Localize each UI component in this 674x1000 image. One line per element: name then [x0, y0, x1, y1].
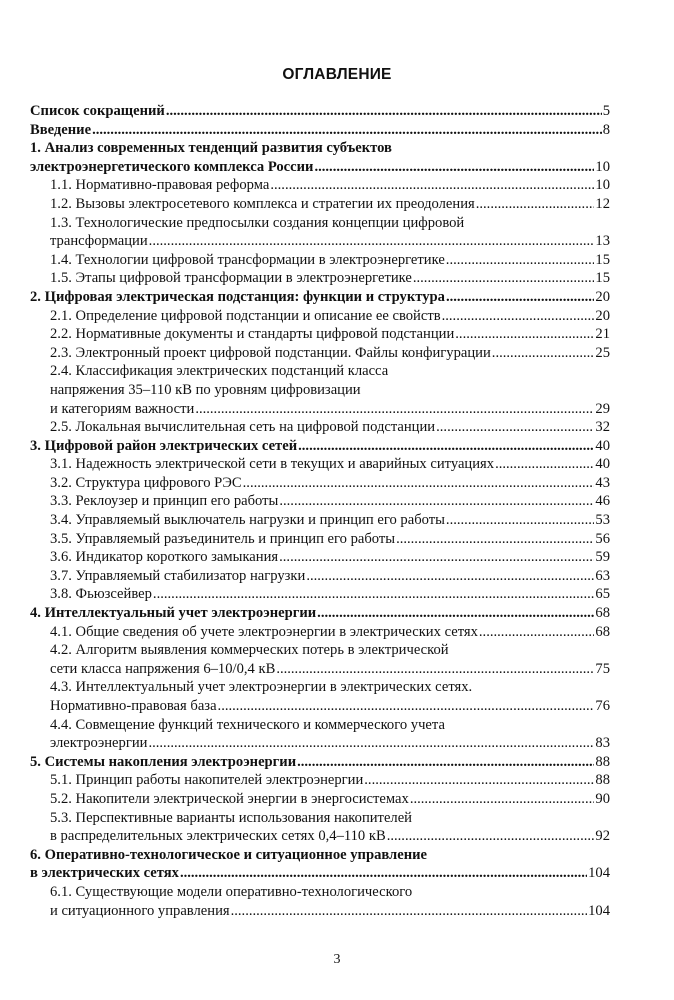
toc-entry-leader-line: [30, 604, 610, 623]
toc-entry-leader-line: [50, 307, 610, 326]
toc-entry: [30, 567, 610, 586]
toc-entry: [30, 511, 610, 530]
toc-entry-title: 3.2. Структура цифрового РЭС: [50, 474, 242, 491]
toc-entry: [30, 102, 610, 121]
toc-entry-leader-line: [50, 176, 610, 195]
toc-entry-page: 20: [595, 307, 610, 324]
toc-entry-page: 13: [595, 233, 610, 250]
toc-entry-page: 75: [595, 660, 610, 677]
toc-entry-leader-line: [50, 790, 610, 809]
toc-entry: [30, 623, 610, 642]
toc-entry: [30, 288, 610, 307]
toc-entry-leader-line: [50, 455, 610, 474]
toc-entry-leader-line: [50, 418, 610, 437]
toc-entry: [30, 176, 610, 195]
toc-entry-title: 5.2. Накопители электрической энергии в энергосистемах: [50, 790, 409, 807]
dot-leader: [231, 902, 588, 921]
toc-entry-leader-line: [50, 492, 610, 511]
toc-entry-line: 1. Анализ современных тенденций развития субъектов: [30, 140, 392, 157]
toc-entry-title: 2.5. Локальная вычислительная сеть на цифровой подстанции: [50, 419, 436, 436]
toc-entry-title: 3.3. Реклоузер и принцип его работы: [50, 493, 279, 510]
dot-leader: [396, 530, 594, 549]
toc-entry: [30, 530, 610, 549]
toc-entry-leader-line: [50, 474, 610, 493]
toc-entry-title: 1.1. Нормативно-правовая реформа: [50, 177, 270, 194]
dot-leader: [455, 325, 594, 344]
toc-entry: [30, 214, 610, 251]
toc-entry-page: 92: [595, 828, 610, 845]
toc-entry-line: 4.2. Алгоритм выявления коммерческих потерь в электрической: [50, 642, 449, 659]
dot-leader: [495, 455, 594, 474]
toc-entry-title: 1.2. Вызовы электросетевого комплекса и стратегии их преодоления: [50, 195, 475, 212]
dot-leader: [446, 511, 594, 530]
toc-entry-page: 8: [602, 121, 610, 138]
toc-entry-leader-line: [50, 251, 610, 270]
toc-entry-title: 3.6. Индикатор короткого замыкания: [50, 549, 279, 566]
dot-leader: [476, 195, 595, 214]
toc-entry-title: 3.5. Управляемый разъединитель и принцип его работы: [50, 530, 396, 547]
toc-entry-page: 88: [595, 772, 610, 789]
toc-entry-leader-line: [50, 585, 610, 604]
toc-entry-title: 3.8. Фьюзсейвер: [50, 586, 152, 603]
toc-entry-page: 63: [595, 567, 610, 584]
toc-entry-title: и категориям важности: [50, 400, 195, 417]
toc-entry-title: 2. Цифровая электрическая подстанция: функции и структура: [30, 288, 445, 305]
toc-entry-leader-line: [50, 734, 610, 753]
toc-entry: [30, 121, 610, 140]
toc-entry-leader-line: [50, 567, 610, 586]
toc-entry-leader-line: [50, 771, 610, 790]
dot-leader: [149, 232, 595, 251]
toc-entry: [30, 753, 610, 772]
toc-entry-page: 15: [595, 251, 610, 268]
toc-entry-page: 90: [595, 790, 610, 807]
toc-entry-leader-line: [50, 195, 610, 214]
toc-entry-title: 5. Системы накопления электроэнергии: [30, 753, 297, 770]
dot-leader: [180, 864, 587, 883]
toc-entry: [30, 344, 610, 363]
toc-entry-page: 29: [595, 400, 610, 417]
dot-leader: [148, 734, 594, 753]
toc-entry: [30, 251, 610, 270]
toc-entry-page: 46: [595, 493, 610, 510]
toc-entry-page: 12: [595, 195, 610, 212]
toc-entry-page: 10: [595, 158, 610, 175]
toc-entry-title: в электрических сетях: [30, 865, 179, 882]
toc-entry-title: 4.1. Общие сведения об учете электроэнергии в электрических сетях: [50, 623, 478, 640]
toc-entry-leader-line: [50, 623, 610, 642]
dot-leader: [446, 251, 595, 270]
toc-entry-title: сети класса напряжения 6–10/0,4 кВ: [50, 660, 276, 677]
page-number: 3: [333, 952, 341, 967]
toc-entry: [30, 139, 610, 176]
toc-entry: [30, 604, 610, 623]
toc-entry-leader-line: [50, 827, 610, 846]
toc-entry-page: 43: [595, 474, 610, 491]
toc-entry: [30, 790, 610, 809]
dot-leader: [442, 307, 595, 326]
toc-entry-page: 25: [595, 344, 610, 361]
toc-entry: [30, 846, 610, 883]
toc-entry-leader-line: [30, 753, 610, 772]
toc-entry-title: 3.4. Управляемый выключатель нагрузки и принцип его работы: [50, 512, 445, 529]
toc-entry-line: 5.3. Перспективные варианты использования накопителей: [50, 809, 412, 826]
toc-entry-page: 15: [595, 270, 610, 287]
toc-entry: [30, 455, 610, 474]
toc-entry-title: 3. Цифровой район электрических сетей: [30, 437, 298, 454]
toc-entry-leader-line: [30, 121, 610, 140]
toc-entry: [30, 678, 610, 715]
toc-entry-leader-line: [30, 288, 610, 307]
toc-entry-page: 76: [595, 698, 610, 714]
toc-entry-page: 21: [595, 326, 610, 343]
toc-entry-page: 68: [595, 623, 610, 640]
dot-leader: [195, 400, 594, 419]
toc-entry-title: 3.7. Управляемый стабилизатор нагрузки: [50, 567, 306, 584]
toc-entry-title: Введение: [30, 121, 92, 138]
toc-entry-leader-line: [50, 269, 610, 288]
dot-leader: [243, 474, 595, 493]
dot-leader: [279, 492, 594, 511]
toc-entry: [30, 437, 610, 456]
toc-entry-title: 4. Интеллектуальный учет электроэнергии: [30, 605, 317, 622]
dot-leader: [314, 158, 594, 177]
toc-entry-page: 83: [595, 735, 610, 752]
dot-leader: [153, 585, 594, 604]
toc-entry-line: 2.4. Классификация электрических подстанций класса: [50, 363, 389, 380]
toc-entry: [30, 809, 610, 846]
toc-entry-page: 104: [588, 902, 610, 919]
toc-entry-page: 20: [595, 288, 610, 305]
toc-entry-leader-line: [50, 548, 610, 567]
toc-entry-leader-line: [30, 437, 610, 456]
dot-leader: [317, 604, 594, 623]
table-of-contents: [30, 102, 610, 920]
toc-entry: [30, 269, 610, 288]
toc-entry-title: в распределительных электрических сетях 0,4–110 кВ: [50, 828, 386, 845]
toc-entry-page: 32: [595, 419, 610, 436]
toc-entry: [30, 548, 610, 567]
toc-entry-line: 6.1. Существующие модели оперативно-технологического: [50, 883, 413, 900]
toc-entry-leader-line: [30, 864, 610, 883]
dot-leader: [276, 660, 594, 679]
toc-entry: [30, 474, 610, 493]
toc-entry: [30, 492, 610, 511]
dot-leader: [413, 269, 595, 288]
dot-leader: [298, 437, 594, 456]
dot-leader: [218, 697, 595, 716]
dot-leader: [297, 753, 594, 772]
toc-entry-title: 2.2. Нормативные документы и стандарты цифровой подстанции: [50, 326, 455, 343]
toc-entry-leader-line: [50, 344, 610, 363]
toc-entry: [30, 325, 610, 344]
toc-entry-title: и ситуационного управления: [50, 902, 230, 919]
toc-entry-leader-line: [50, 232, 610, 251]
toc-entry-title: электроэнергетического комплекса России: [30, 158, 314, 175]
toc-entry: [30, 362, 610, 418]
dot-leader: [92, 121, 602, 140]
toc-entry-leader-line: [50, 511, 610, 530]
dot-leader: [364, 771, 594, 790]
page-title: ОГЛАВЛЕНИЕ: [282, 66, 392, 83]
toc-entry-page: 65: [595, 586, 610, 603]
toc-entry-page: 40: [595, 456, 610, 473]
toc-entry-page: 56: [595, 530, 610, 547]
toc-entry-title: Нормативно-правовая база: [50, 698, 217, 714]
toc-entry-page: 88: [595, 753, 610, 770]
toc-entry: [30, 641, 610, 678]
toc-entry-leader-line: [50, 325, 610, 344]
dot-leader: [306, 567, 594, 586]
dot-leader: [387, 827, 595, 846]
toc-entry: [30, 771, 610, 790]
toc-entry: [30, 307, 610, 326]
dot-leader: [270, 176, 594, 195]
toc-entry-leader-line: [30, 158, 610, 177]
toc-entry-title: электроэнергии: [50, 735, 148, 752]
toc-entry-title: 5.1. Принцип работы накопителей электроэнергии: [50, 772, 364, 789]
toc-entry-leader-line: [50, 902, 610, 921]
toc-entry-leader-line: [50, 400, 610, 419]
toc-entry: [30, 716, 610, 753]
toc-entry-line: 1.3. Технологические предпосылки создания концепции цифровой: [50, 214, 465, 231]
toc-entry: [30, 195, 610, 214]
toc-entry-title: 3.1. Надежность электрической сети в текущих и аварийных ситуациях: [50, 456, 495, 473]
toc-entry: [30, 883, 610, 920]
toc-entry-line: 4.4. Совмещение функций технического и коммерческого учета: [50, 716, 445, 733]
toc-entry-title: трансформации: [50, 233, 148, 250]
dot-leader: [166, 102, 602, 121]
toc-entry-leader-line: [50, 660, 610, 679]
dot-leader: [436, 418, 594, 437]
toc-entry-leader-line: [50, 530, 610, 549]
dot-leader: [492, 344, 595, 363]
toc-entry-page: 10: [595, 177, 610, 194]
toc-entry-title: 2.3. Электронный проект цифровой подстанции. Файлы конфигурации: [50, 344, 491, 361]
toc-entry-title: 1.4. Технологии цифровой трансформации в электроэнергетике: [50, 251, 445, 268]
toc-entry-title: 1.5. Этапы цифровой трансформации в электроэнергетике: [50, 270, 412, 287]
dot-leader: [279, 548, 594, 567]
toc-entry-page: 68: [595, 605, 610, 622]
toc-entry-line: 6. Оперативно-технологическое и ситуационное управление: [30, 846, 428, 863]
dot-leader: [410, 790, 595, 809]
toc-entry-leader-line: [50, 697, 610, 716]
toc-entry-page: 53: [595, 512, 610, 529]
toc-entry-page: 5: [602, 103, 610, 119]
dot-leader: [446, 288, 594, 307]
toc-entry: [30, 418, 610, 437]
toc-entry-title: Список сокращений: [30, 103, 165, 119]
toc-entry-title: 2.1. Определение цифровой подстанции и описание ее свойств: [50, 307, 441, 324]
toc-entry-line: напряжения 35–110 кВ по уровням цифровизации: [50, 381, 361, 398]
toc-entry-page: 59: [595, 549, 610, 566]
dot-leader: [479, 623, 595, 642]
toc-entry-line: 4.3. Интеллектуальный учет электроэнергии в электрических сетях.: [50, 679, 473, 696]
toc-entry: [30, 585, 610, 604]
toc-entry-page: 40: [595, 437, 610, 454]
toc-entry-page: 104: [588, 865, 610, 882]
toc-entry-leader-line: [30, 102, 610, 121]
